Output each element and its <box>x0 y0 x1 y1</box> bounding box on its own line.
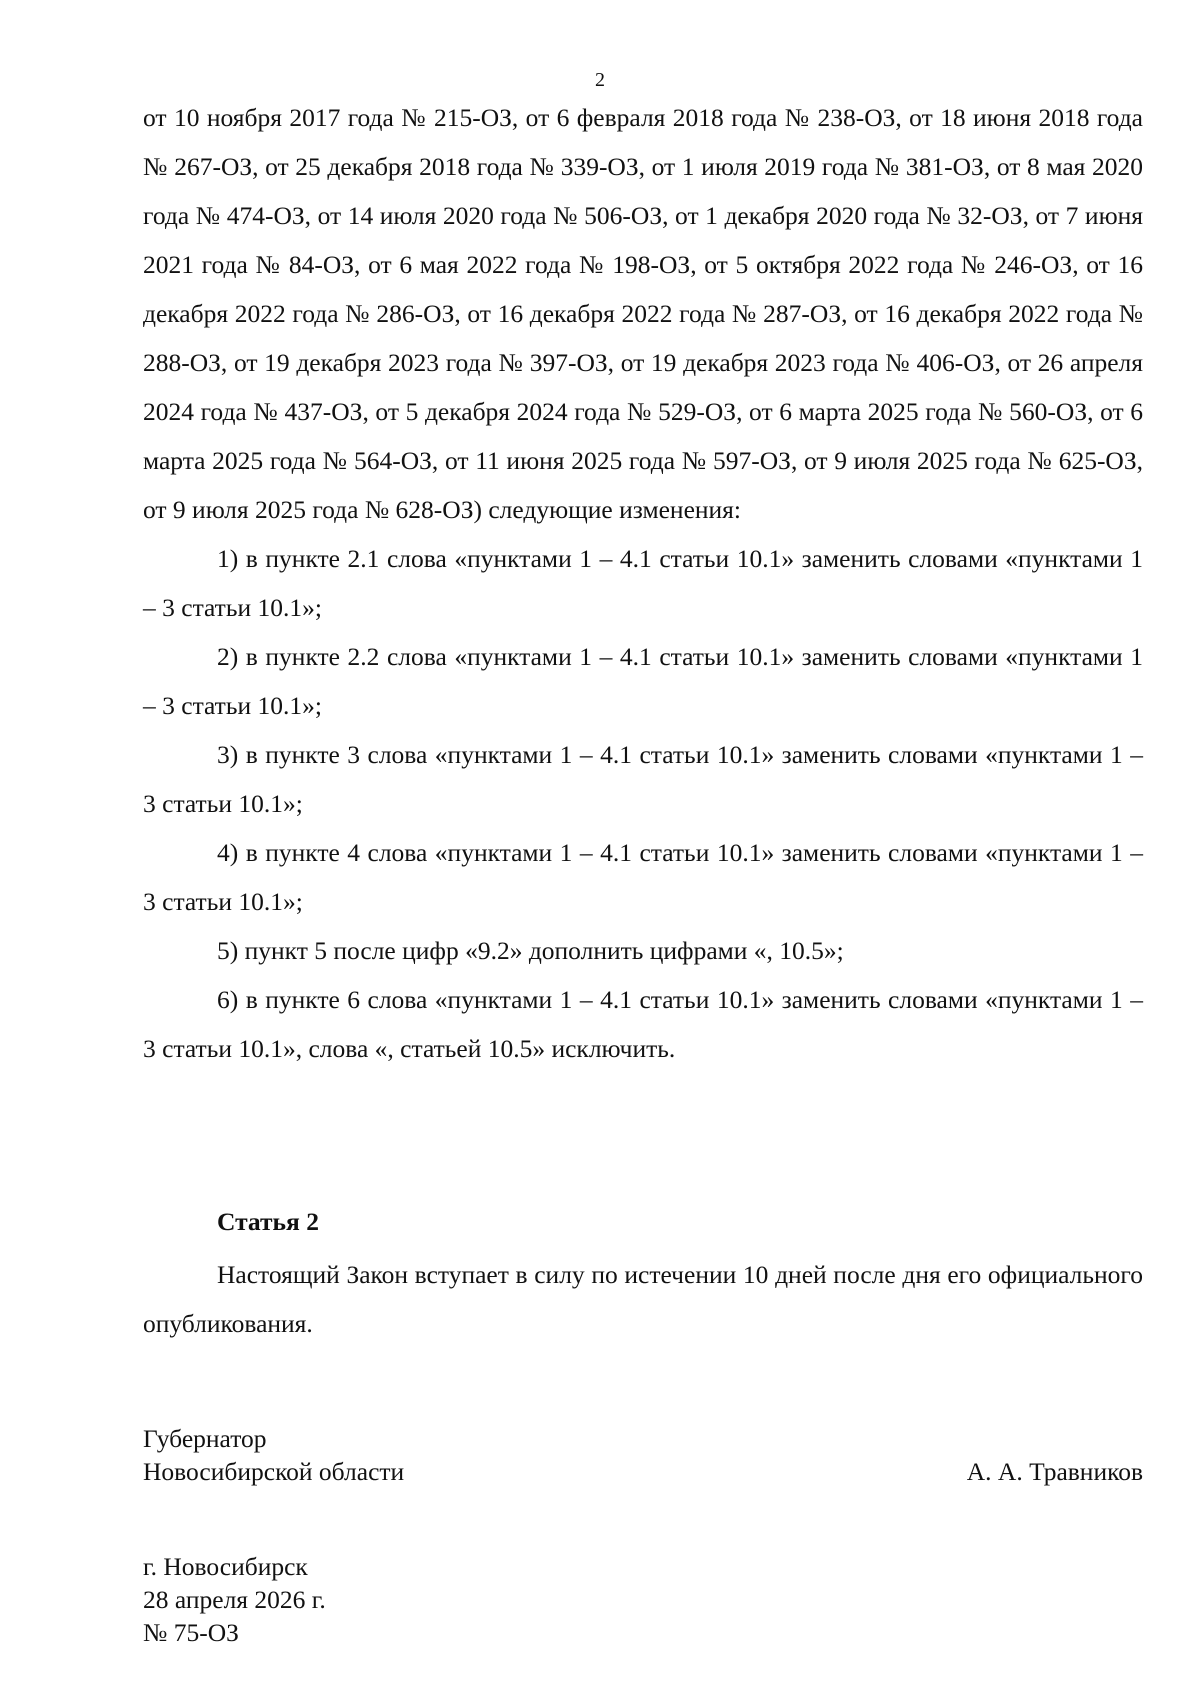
amendment-item-5: 5) пункт 5 после цифр «9.2» дополнить цифрами «, 10.5»; <box>217 936 844 965</box>
amendment-item-2: 2) в пункте 2.2 слова «пунктами 1 – 4.1 статьи 10.1» заменить словами «пунктами 1 – 3 статьи 10.1»; <box>143 642 1143 720</box>
article-2-text: Настоящий Закон вступает в силу по истечении 10 дней после дня его официального опубликования. <box>143 1260 1143 1338</box>
amendment-item-4: 4) в пункте 4 слова «пунктами 1 – 4.1 статьи 10.1» заменить словами «пунктами 1 – 3 статьи 10.1»; <box>143 838 1143 916</box>
signature-block <box>143 1422 1143 1488</box>
signatory-title-line1: Губернатор <box>143 1424 267 1453</box>
signatory-name: А. А. Травников <box>966 1457 1143 1486</box>
footer-city: г. Новосибирск <box>143 1552 308 1581</box>
footer-date: 28 апреля 2026 г. <box>143 1585 326 1614</box>
article-1-body <box>143 93 1143 1073</box>
article-2-body <box>143 1250 1143 1348</box>
document-footer <box>143 1550 326 1649</box>
footer-law-number: № 75-ОЗ <box>143 1618 239 1647</box>
signatory-title-line2: Новосибирской области <box>143 1457 405 1486</box>
page-number: 2 <box>595 69 605 91</box>
amendment-item-3: 3) в пункте 3 слова «пунктами 1 – 4.1 статьи 10.1» заменить словами «пунктами 1 – 3 статьи 10.1»; <box>143 740 1143 818</box>
amendment-item-6: 6) в пункте 6 слова «пунктами 1 – 4.1 статьи 10.1» заменить словами «пунктами 1 – 3 статьи 10.1», слова «, статьей 10.5» исключить. <box>143 985 1143 1063</box>
signatory-row <box>143 1455 1143 1488</box>
preamble-paragraph: от 10 ноября 2017 года № 215-ОЗ, от 6 февраля 2018 года № 238-ОЗ, от 18 июня 2018 года № 267-ОЗ, от 25 декабря 2018 года № 339-ОЗ, от 1 июля 2019 года № 381-ОЗ, от 8 мая 2020 года № 474-ОЗ, от 14 июля 2020 года № 506-ОЗ, от 1 декабря 2020 года № 32-ОЗ, от 7 июня 2021 года № 84-ОЗ, от 6 мая 2022 года № 198-ОЗ, от 5 октября 2022 года № 246-ОЗ, от 16 декабря 2022 года № 286-ОЗ, от 16 декабря 2022 года № 287-ОЗ, от 16 декабря 2022 года № 288-ОЗ, от 19 декабря 2023 года № 397-ОЗ, от 19 декабря 2023 года № 406-ОЗ, от 26 апреля 2024 года № 437-ОЗ, от 5 декабря 2024 года № 529-ОЗ, от 6 марта 2025 года № 560-ОЗ, от 6 марта 2025 года № 564-ОЗ, от 11 июня 2025 года № 597-ОЗ, от 9 июля 2025 года № 625-ОЗ, от 9 июля 2025 года № 628-ОЗ) следующие изменения: <box>143 103 1143 524</box>
amendment-item-1: 1) в пункте 2.1 слова «пунктами 1 – 4.1 статьи 10.1» заменить словами «пунктами 1 – 3 статьи 10.1»; <box>143 544 1143 622</box>
article-2-heading: Статья 2 <box>217 1207 319 1236</box>
